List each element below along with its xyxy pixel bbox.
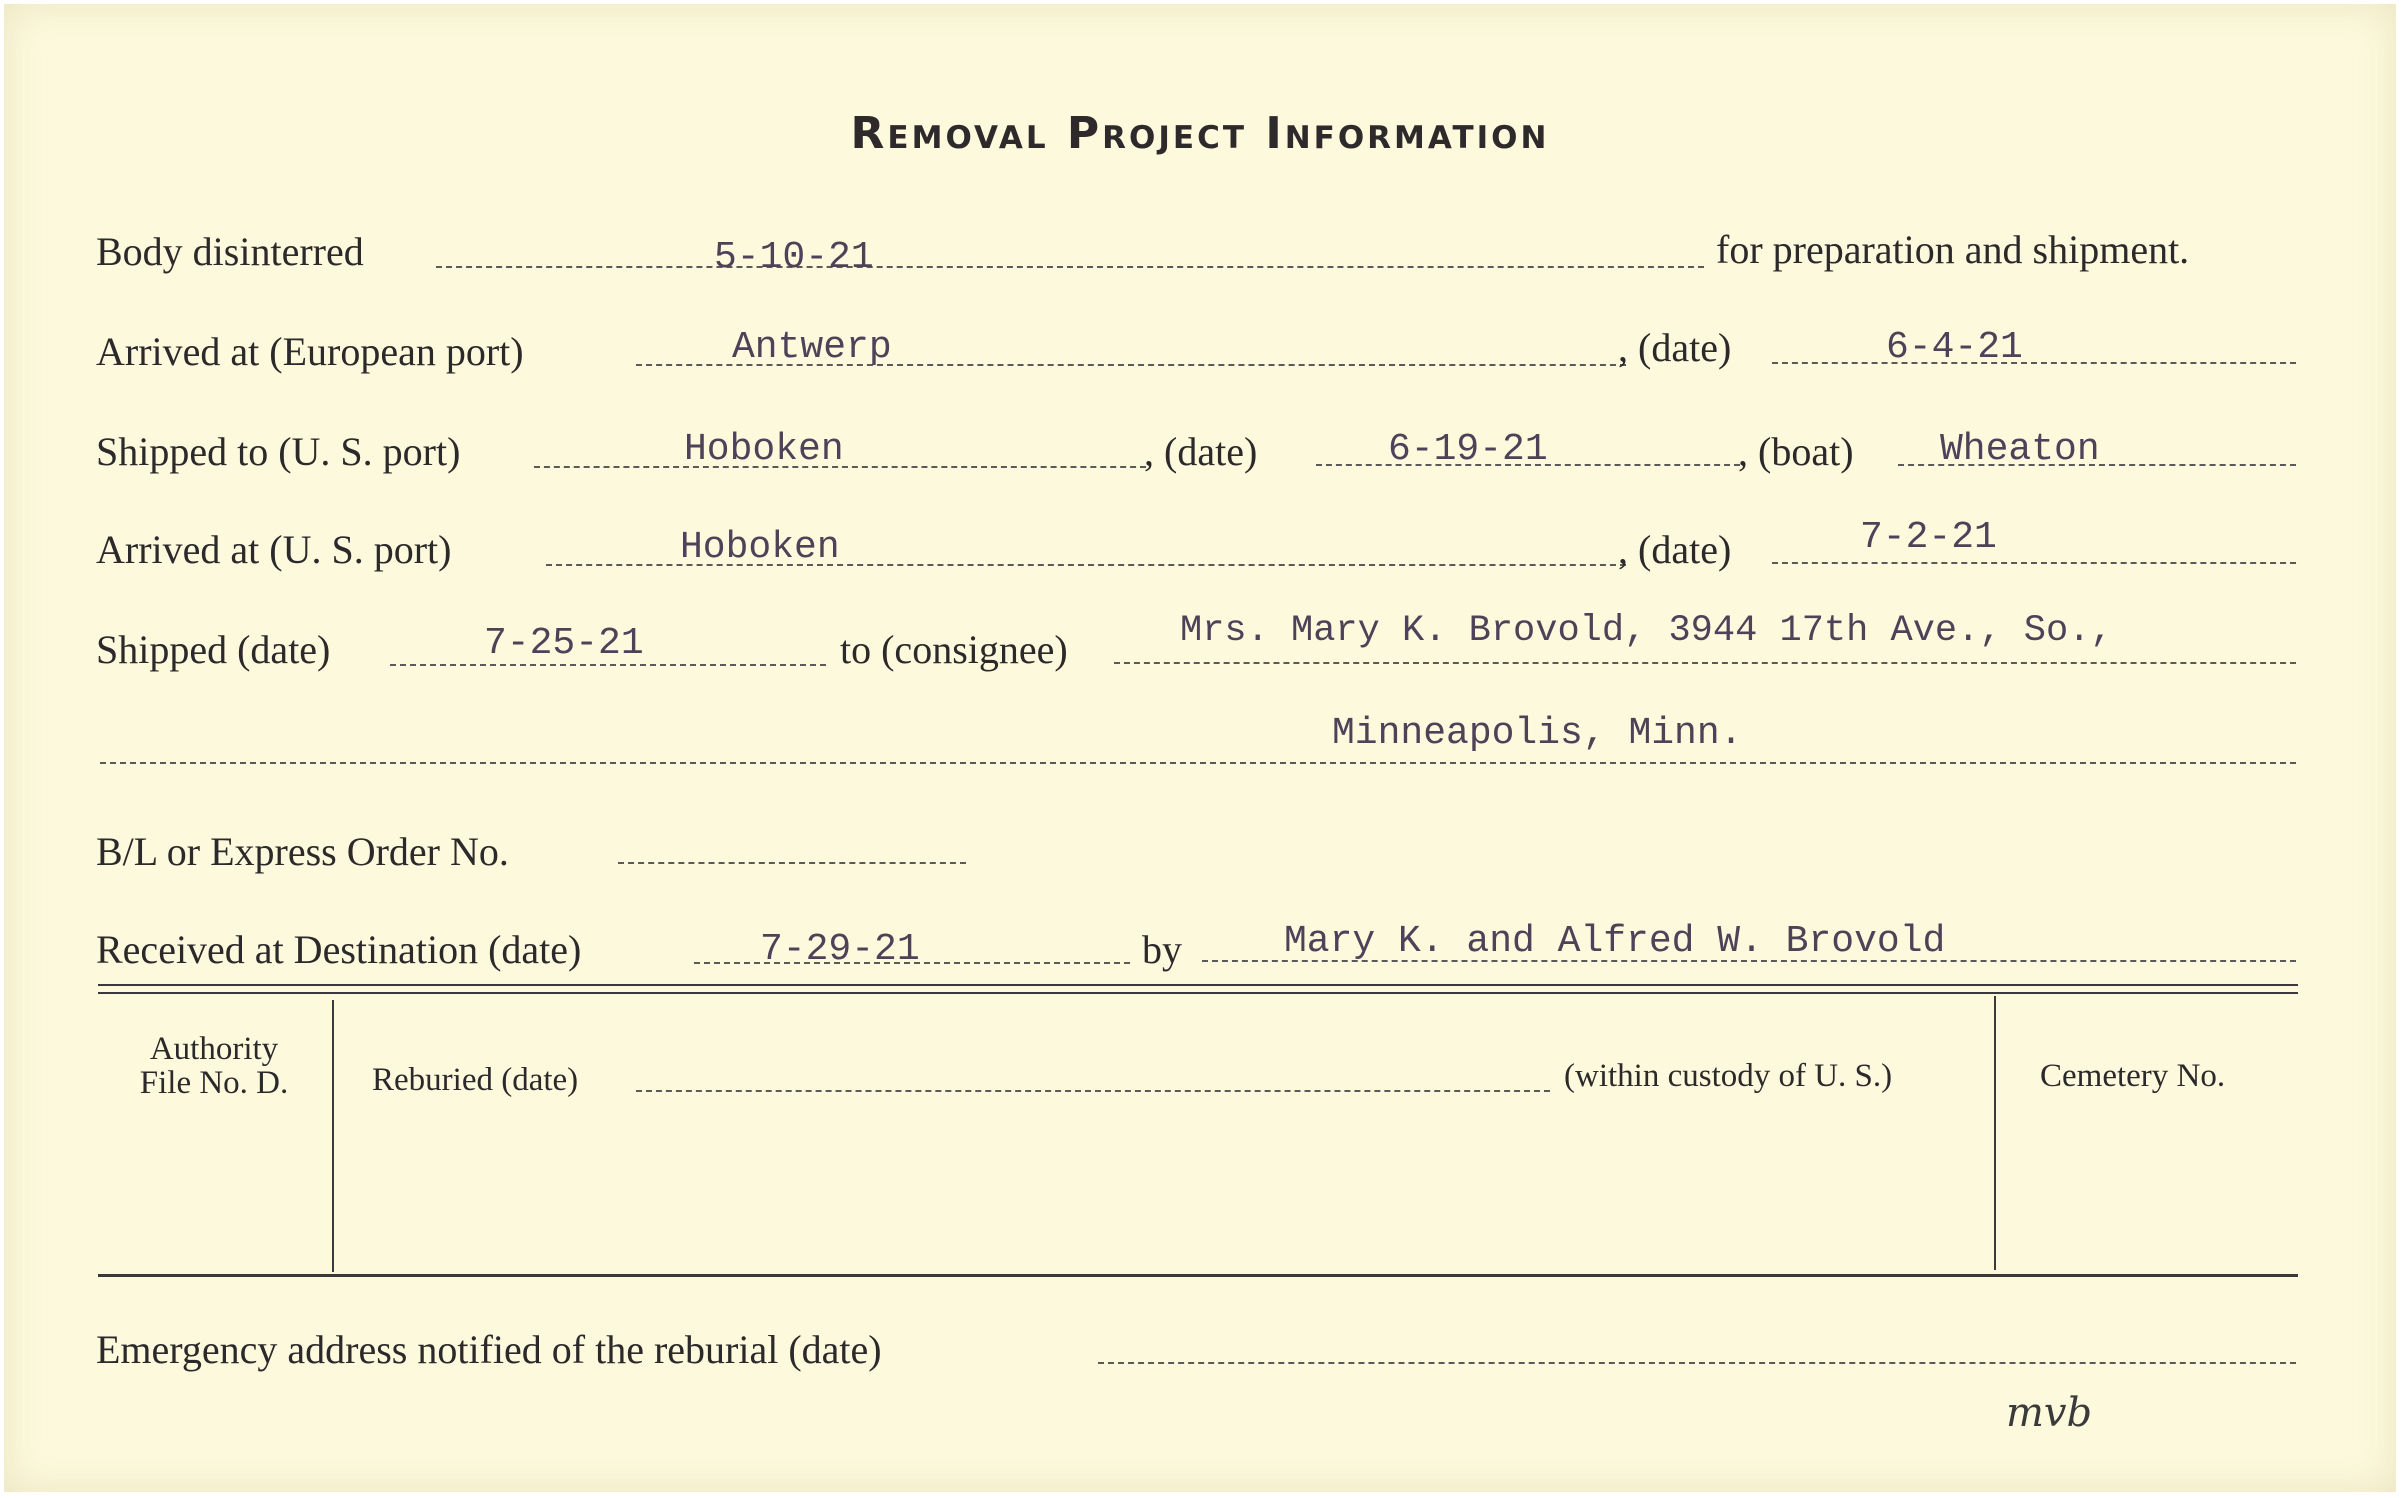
body-disinterred-value: 5-10-21 (714, 236, 874, 279)
shipped-to-us-date-label: , (date) (1144, 429, 1258, 474)
table-bottom-rule (98, 1274, 2298, 1277)
arrived-european-value: Antwerp (732, 326, 892, 369)
received-by-label: by (1142, 927, 1182, 972)
received-date-value: 7-29-21 (760, 928, 920, 971)
clerk-initials: mvb (2006, 1390, 2093, 1436)
consignee-line (1114, 662, 2296, 664)
received-label: Received at Destination (date) (96, 927, 582, 972)
arrived-european-date-label: , (date) (1618, 325, 1732, 370)
arrived-us-date-label: , (date) (1618, 527, 1732, 572)
shipped-date-label: Shipped (date) (96, 627, 331, 672)
emergency-label: Emergency address notified of the reburial (date) (96, 1327, 882, 1372)
table-divider-left (332, 1000, 334, 1272)
bl-order-label: B/L or Express Order No. (96, 829, 509, 874)
shipped-to-us-value: Hoboken (684, 428, 844, 471)
consignee-continuation-line (100, 762, 2296, 764)
arrived-european-date-value: 6-4-21 (1886, 326, 2023, 369)
authority-file-label: Authority File No. D. (139, 1031, 289, 1101)
consignee-line1-value: Mrs. Mary K. Brovold, 3944 17th Ave., So., (1180, 610, 2113, 652)
arrived-us-date-value: 7-2-21 (1860, 516, 1997, 559)
arrived-us-label: Arrived at (U. S. port) (96, 527, 452, 572)
cemetery-no-label: Cemetery No. (2040, 1058, 2226, 1094)
custody-label: (within custody of U. S.) (1564, 1058, 1893, 1094)
arrived-european-date-line (1772, 362, 2296, 364)
record-card (4, 4, 2396, 1492)
table-top-rule-2 (98, 992, 2298, 994)
body-disinterred-suffix: for preparation and shipment. (1716, 227, 2190, 272)
arrived-us-value: Hoboken (680, 526, 840, 569)
received-by-value: Mary K. and Alfred W. Brovold (1284, 920, 1946, 963)
card-title: Removal Project Information (850, 108, 1550, 159)
emergency-line (1098, 1362, 2296, 1364)
table-top-rule (98, 984, 2298, 986)
table-divider-right (1994, 996, 1996, 1270)
reburied-label: Reburied (date) (372, 1062, 579, 1098)
shipped-date-value: 7-25-21 (484, 622, 644, 665)
consignee-label: to (consignee) (840, 627, 1068, 672)
bl-order-line (618, 862, 966, 864)
body-disinterred-line (436, 266, 1704, 268)
body-disinterred-label: Body disinterred (96, 229, 364, 274)
shipped-to-us-label: Shipped to (U. S. port) (96, 429, 461, 474)
arrived-european-label: Arrived at (European port) (96, 329, 524, 374)
consignee-line2-value: Minneapolis, Minn. (1332, 712, 1743, 755)
shipped-to-us-boat-value: Wheaton (1940, 428, 2100, 471)
arrived-us-date-line (1772, 562, 2296, 564)
shipped-to-us-date-value: 6-19-21 (1388, 428, 1548, 471)
reburied-line (636, 1090, 1550, 1092)
shipped-to-us-boat-label: , (boat) (1738, 429, 1854, 474)
